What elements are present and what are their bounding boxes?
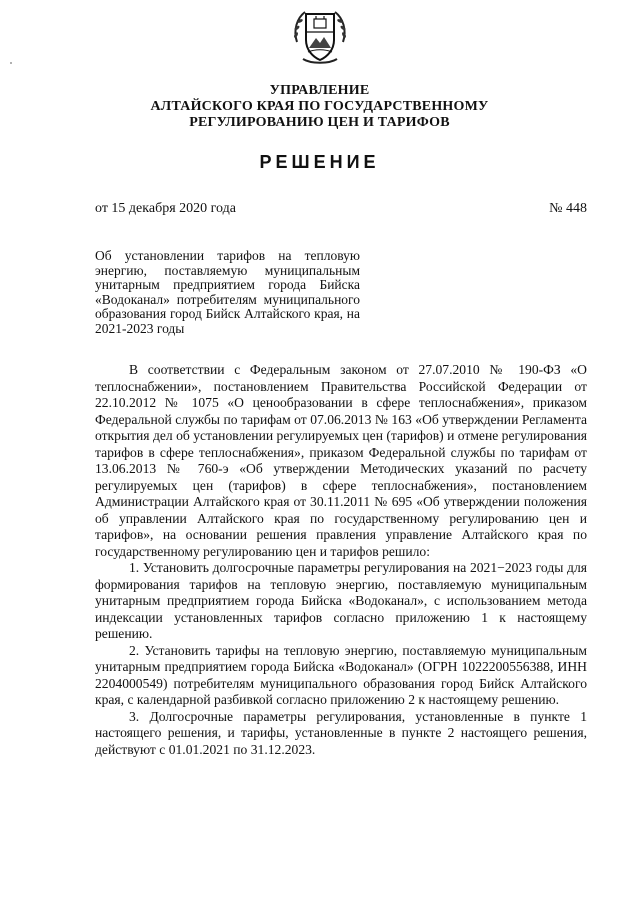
header-line: УПРАВЛЕНИЕ (269, 83, 370, 98)
clause-paragraph: 2. Установить тарифы на тепловую энергию, поставляемую муниципальным унитарным предприятием города Бийска «Водоканал» (ОГРН 1022200556388, ИНН 2204000549) потребителям муниципального образования город Бийск Алтайского края, с календарной разбивкой согласно приложению 2 к настоящему решению. (95, 642, 587, 707)
authority-header (0, 83, 639, 131)
coat-of-arms-icon (287, 2, 353, 68)
document-title: РЕШЕНИЕ (259, 152, 380, 172)
clause-paragraph: 1. Установить долгосрочные параметры регулирования на 2021−2023 годы для формирования тарифов на тепловую энергию, поставляемую муниципальным унитарным предприятием города Бийска «Водоканал», с использованием метода индексации установленных тарифов согласно приложению 1 к настоящему решению. (95, 560, 587, 641)
clause-paragraph: 3. Долгосрочные параметры регулирования, установленные в пункте 1 настоящего решения, и тарифы, установленные в пункте 2 настоящего решения, действуют с 01.01.2021 по 31.12.2023. (95, 708, 587, 757)
document-date: от 15 декабря 2020 года (95, 201, 236, 216)
header-line: РЕГУЛИРОВАНИЮ ЦЕН И ТАРИФОВ (189, 115, 450, 130)
document-subject: Об установлении тарифов на тепловую энергию, поставляемую муниципальным унитарным предприятием города Бийска «Водоканал» потребителям муниципального образования город Бийск Алтайского края, на 2021-2023 годы (95, 248, 360, 336)
scan-speck (10, 62, 12, 64)
preamble-paragraph: В соответствии с Федеральным законом от 27.07.2010 № 190-ФЗ «О теплоснабжении», постановлением Правительства Российской Федерации от 22.10.2012 № 1075 «О ценообразовании в сфере теплоснабжения», приказом Федеральной службы по тарифам от 07.06.2013 № 163 «Об утверждении Регламента открытия дел об установлении регулируемых цен (тарифов) и отмене регулирования тарифов в сфере теплоснабжения», приказом Федеральной службы по тарифам от 13.06.2013 № 760-э «Об утверждении Методических указаний по расчету регулируемых цен (тарифов) в сфере теплоснабжения», постановлением Администрации Алтайского края от 30.11.2011 № 695 «Об утверждении положения об управлении Алтайского края по государственному регулированию цен и тарифов», на основании решения правления управление Алтайского края по государственному регулированию цен и тарифов решило: (95, 362, 587, 559)
document-body (95, 362, 587, 758)
header-line: АЛТАЙСКОГО КРАЯ ПО ГОСУДАРСТВЕННОМУ (150, 99, 489, 114)
document-number: № 448 (549, 201, 587, 216)
